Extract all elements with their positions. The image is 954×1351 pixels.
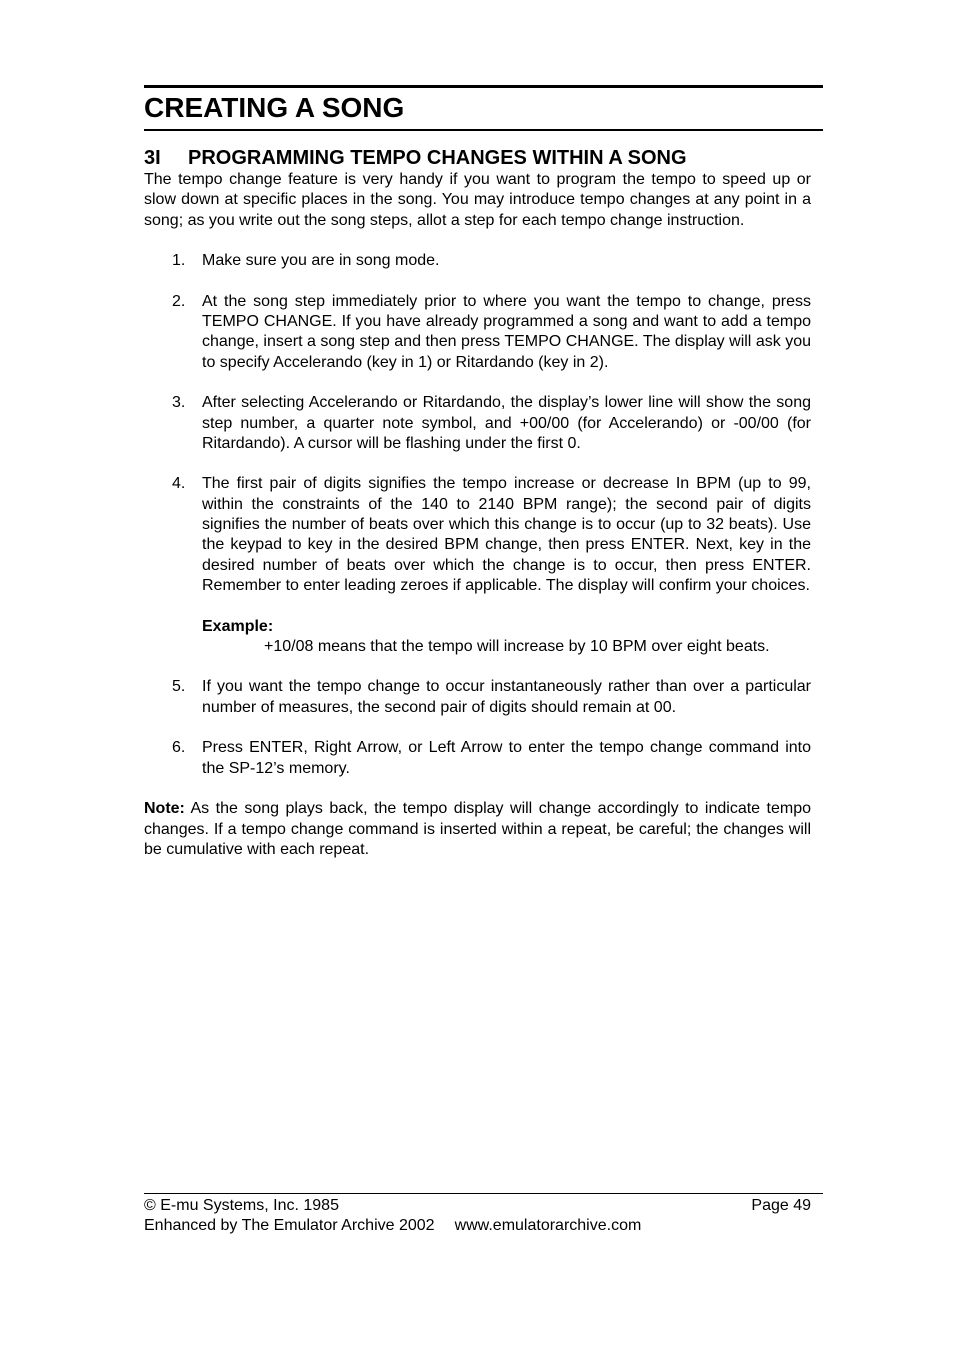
step-text: Press ENTER, Right Arrow, or Left Arrow to enter the tempo change command into the SP-12’s memory. xyxy=(202,739,811,777)
example-label: Example: xyxy=(202,617,274,635)
footer-copyright: © E-mu Systems, Inc. 1985 xyxy=(144,1197,339,1214)
header-rule-bottom xyxy=(144,129,823,131)
intro-paragraph: The tempo change feature is very handy if you want to program the tempo to speed up or slow down at specific places in the song. You may introduce tempo changes at any point in a song; as you write out the song steps, allot a step for each tempo change instruction. xyxy=(144,171,811,229)
footer-row-2 xyxy=(144,1216,811,1236)
note-paragraph xyxy=(144,799,811,860)
step-number: 2. xyxy=(172,292,186,310)
document-body xyxy=(144,170,811,860)
step-text: Make sure you are in song mode. xyxy=(202,252,440,270)
header-rule-top xyxy=(144,85,823,88)
list-item xyxy=(144,474,811,657)
example-text: +10/08 means that the tempo will increase by 10 BPM over eight beats. xyxy=(264,637,770,655)
list-item xyxy=(144,677,811,718)
page-title: CREATING A SONG xyxy=(144,92,405,123)
step-number: 4. xyxy=(172,475,186,493)
footer-row-1 xyxy=(144,1196,811,1216)
footer-url: www.emulatorarchive.com xyxy=(454,1217,642,1235)
step-text: If you want the tempo change to occur instantaneously rather than over a particular number of measures, the second pair of digits should remain at 00. xyxy=(202,678,811,716)
list-item xyxy=(144,738,811,779)
section-title: PROGRAMMING TEMPO CHANGES WITHIN A SONG xyxy=(188,147,687,169)
step-text: The first pair of digits signifies the tempo increase or decrease In BPM (up to 99, within the constraints of the 140 to 2140 BPM range); the second pair of digits signifies the number of beats over which this change is to occur (up to 32 beats). Use the keypad to key in the desired BPM change, then press ENTER. Next, key in the desired number of beats over which the change is to occur, then press ENTER. Remember to enter leading zeroes if applicable. The display will confirm your choices. xyxy=(202,475,811,594)
footer-page-number: Page 49 xyxy=(751,1197,811,1214)
example-block xyxy=(202,617,811,658)
section-number: 3I xyxy=(144,147,161,169)
footer-rule xyxy=(144,1193,823,1194)
step-number: 3. xyxy=(172,394,186,412)
list-item xyxy=(144,292,811,373)
step-number: 5. xyxy=(172,678,186,696)
steps-list xyxy=(144,251,811,779)
step-number: 6. xyxy=(172,739,186,757)
section-heading xyxy=(144,145,687,171)
step-text: At the song step immediately prior to where you want the tempo to change, press TEMPO CHANGE. If you have already programmed a song and want to add a tempo change, insert a song step and then press TEMPO CHANGE. The display will ask you to specify Accelerando (key in 1) or Ritardando (key in 2). xyxy=(202,292,811,371)
list-item xyxy=(144,393,811,454)
step-number: 1. xyxy=(172,252,186,270)
list-item xyxy=(144,251,811,271)
page-footer xyxy=(144,1196,811,1237)
note-label: Note: xyxy=(144,800,185,818)
step-text: After selecting Accelerando or Ritardando, the display’s lower line will show the song step number, a quarter note symbol, and +00/00 (for Accelerando) or -00/00 (for Ritardando). A cursor will be flashing under the first 0. xyxy=(202,394,811,452)
note-text: As the song plays back, the tempo display will change accordingly to indicate tempo changes. If a tempo change command is inserted within a repeat, be careful; the changes will be cumulative with each repeat. xyxy=(144,800,811,858)
footer-enhanced: Enhanced by The Emulator Archive 2002 xyxy=(144,1217,435,1235)
